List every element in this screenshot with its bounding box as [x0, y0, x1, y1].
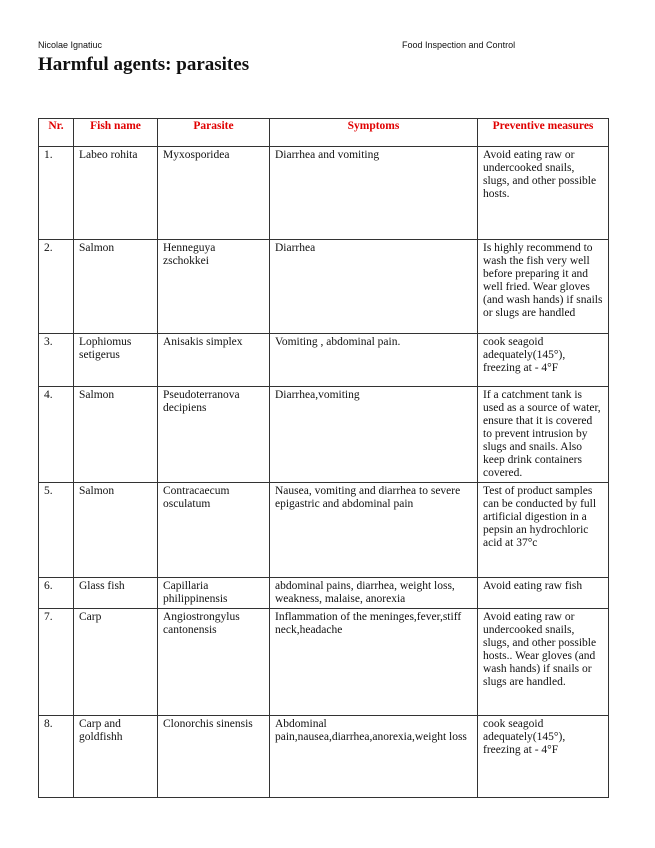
cell-symptoms: Diarrhea [270, 240, 478, 334]
cell-symptoms: Inflammation of the meninges,fever,stiff neck,headache [270, 609, 478, 716]
table-row [39, 387, 609, 483]
cell-nr: 1. [39, 147, 74, 240]
column-header-parasite: Parasite [158, 119, 270, 147]
table-row [39, 334, 609, 387]
cell-parasite: Angiostrongylus cantonensis [158, 609, 270, 716]
cell-parasite: Anisakis simplex [158, 334, 270, 387]
cell-parasite: Henneguya zschokkei [158, 240, 270, 334]
table-header-row [39, 119, 609, 147]
column-header-nr: Nr. [39, 119, 74, 147]
header-course: Food Inspection and Control [402, 40, 516, 50]
cell-parasite: Contracaecum osculatum [158, 483, 270, 578]
page-title: Harmful agents: parasites [38, 54, 250, 75]
table-row [39, 578, 609, 609]
cell-nr: 5. [39, 483, 74, 578]
cell-preventive-measures: cook seagoid adequately(145°), freezing at - 4°F [478, 334, 609, 387]
column-header-symptoms: Symptoms [270, 119, 478, 147]
cell-symptoms: Abdominal pain,nausea,diarrhea,anorexia,weight loss [270, 716, 478, 798]
table-row [39, 147, 609, 240]
cell-fish-name: Carp and goldfishh [74, 716, 158, 798]
cell-nr: 4. [39, 387, 74, 483]
header-author: Nicolae Ignatiuc [38, 40, 103, 50]
cell-symptoms: Nausea, vomiting and diarrhea to severe epigastric and abdominal pain [270, 483, 478, 578]
cell-preventive-measures: Avoid eating raw or undercooked snails, slugs, and other possible hosts.. Wear gloves (and wash hands) if snails or slugs are handled. [478, 609, 609, 716]
cell-parasite: Pseudoterranova decipiens [158, 387, 270, 483]
table-row [39, 716, 609, 798]
cell-parasite: Capillaria philippinensis [158, 578, 270, 609]
cell-fish-name: Salmon [74, 483, 158, 578]
cell-nr: 2. [39, 240, 74, 334]
cell-parasite: Clonorchis sinensis [158, 716, 270, 798]
cell-fish-name: Salmon [74, 240, 158, 334]
cell-fish-name: Glass fish [74, 578, 158, 609]
cell-preventive-measures: Avoid eating raw or undercooked snails, slugs, and other possible hosts. [478, 147, 609, 240]
column-header-preventive-measures: Preventive measures [478, 119, 609, 147]
cell-symptoms: Diarrhea and vomiting [270, 147, 478, 240]
cell-fish-name: Salmon [74, 387, 158, 483]
cell-parasite: Myxosporidea [158, 147, 270, 240]
cell-nr: 8. [39, 716, 74, 798]
cell-preventive-measures: Avoid eating raw fish [478, 578, 609, 609]
column-header-fish-name: Fish name [74, 119, 158, 147]
cell-preventive-measures: cook seagoid adequately(145°), freezing at - 4°F [478, 716, 609, 798]
table-row [39, 483, 609, 578]
table-row [39, 609, 609, 716]
cell-symptoms: Diarrhea,vomiting [270, 387, 478, 483]
cell-nr: 6. [39, 578, 74, 609]
cell-symptoms: Vomiting , abdominal pain. [270, 334, 478, 387]
cell-symptoms: abdominal pains, diarrhea, weight loss, weakness, malaise, anorexia [270, 578, 478, 609]
cell-nr: 3. [39, 334, 74, 387]
cell-preventive-measures: Is highly recommend to wash the fish very well before preparing it and well fried. Wear gloves (and wash hands) if snails or slugs are handled [478, 240, 609, 334]
table-row [39, 240, 609, 334]
cell-fish-name: Lophiomus setigerus [74, 334, 158, 387]
cell-fish-name: Labeo rohita [74, 147, 158, 240]
cell-nr: 7. [39, 609, 74, 716]
cell-preventive-measures: If a catchment tank is used as a source of water, ensure that it is covered to prevent intrusion by slugs and snails. Also keep drink containers covered. [478, 387, 609, 483]
cell-preventive-measures: Test of product samples can be conducted by full artificial digestion in a pepsin an hydrochloric acid at 37°c [478, 483, 609, 578]
parasites-table [38, 118, 609, 798]
cell-fish-name: Carp [74, 609, 158, 716]
